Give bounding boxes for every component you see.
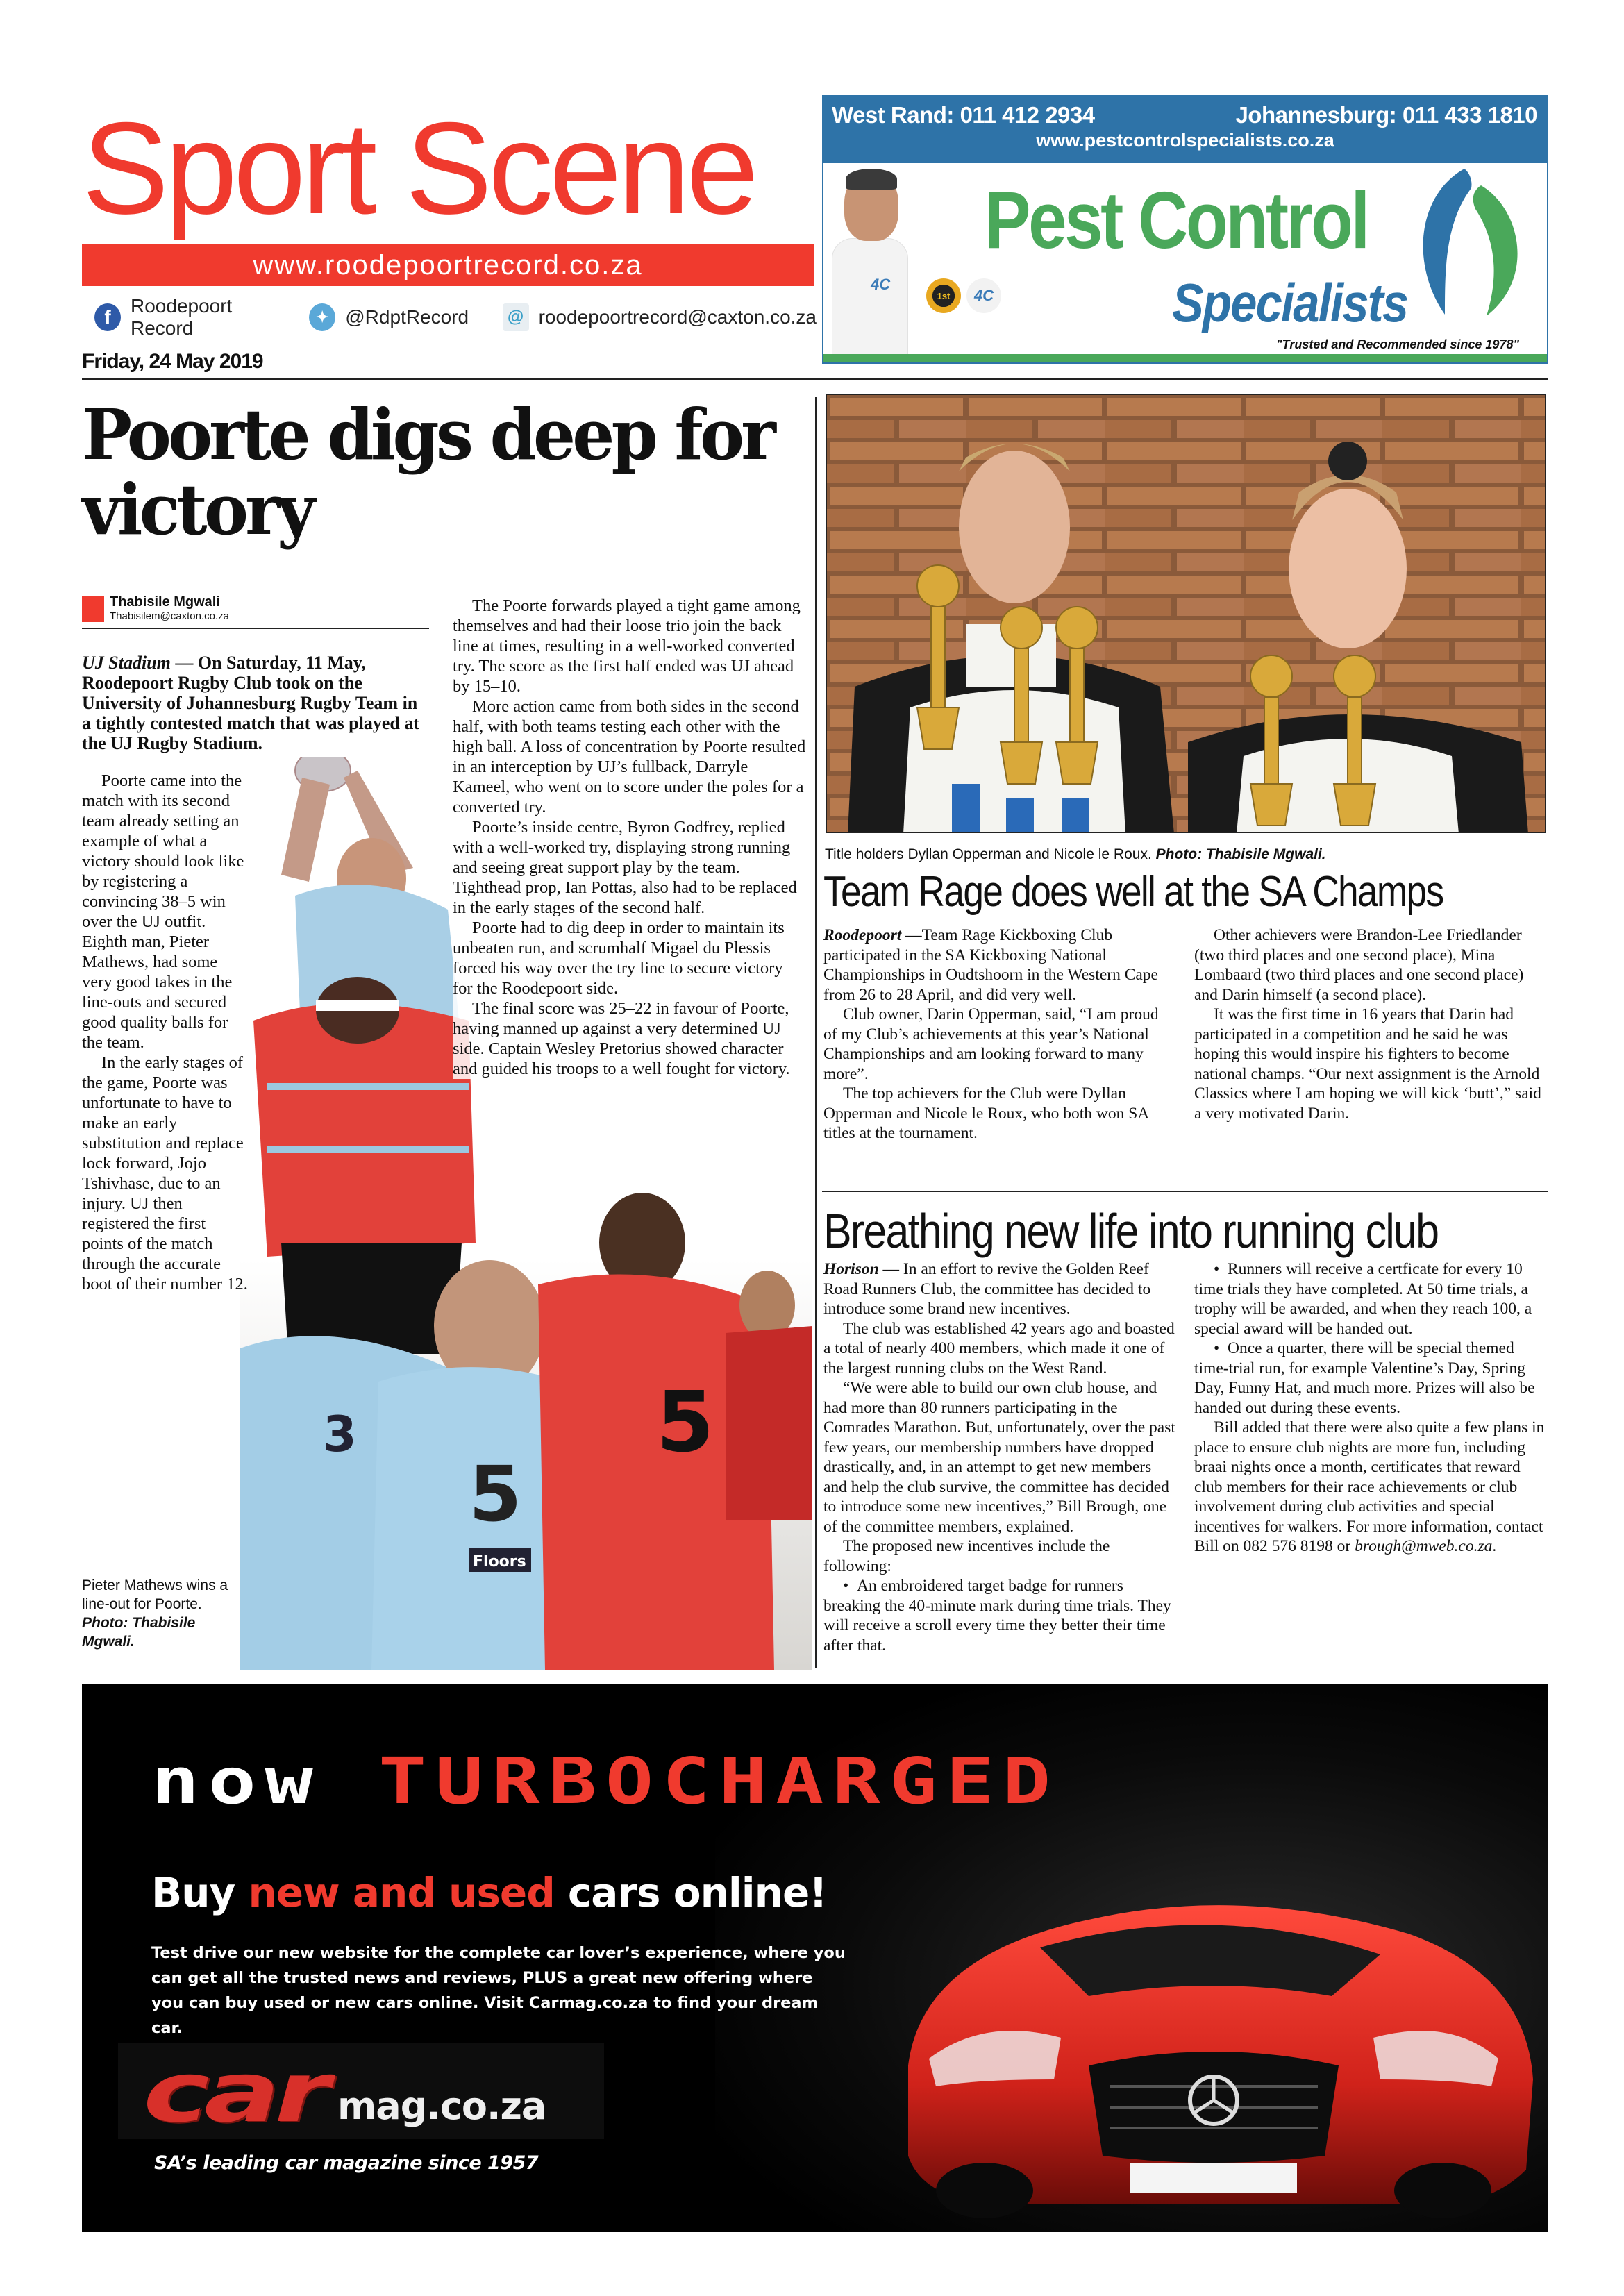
paragraph: In the early stages of the game, Poorte was unfortunate to have to make an early substitution and replace lock forward, Jojo Tshivhase, due to an injury. UJ then registered the first points of the match through the accurate boot of their number 12. [82,1053,248,1293]
facebook-link[interactable]: Roodepoort Record [131,295,233,339]
dateline: Horison [823,1260,879,1278]
paragraph: The top achievers for the Club were Dyllan Opperman and Nicole le Roux, who both won SA titles at the tournament. [823,1084,1148,1142]
photo-credit: Photo: Thabisile Mgwali. [82,1615,196,1650]
pest-ad-contact-bar [823,97,1547,163]
paragraph: Poorte had to dig deep in order to maintain its unbeaten run, and scrumhalf Migael du Plessis forced his way over the try line to secure victory for the Roodepoort side. [453,919,785,998]
email-link[interactable]: roodepoortrecord@caxton.co.za [538,306,817,328]
byline-divider [82,628,429,629]
paragraph: It was the first time in 16 years that Darin had participated in a competition and he said he was hoping this would inspire his fighters to become national champs. “Our next assignment is the Arnold Classics where I am hoping we will kick ‘butt’,” said a very motivated Darin. [1194,1005,1541,1123]
svg-text:Floors: Floors [473,1553,526,1570]
paragraph: Club owner, Darin Opperman, said, “I am proud of my Club’s achievements at this year’s National Championships and am looking forward to many more”. [823,1005,1159,1083]
red-sports-car-image [880,1857,1547,2218]
pest-footer-bar [823,354,1547,362]
section-title: Sport Scene [82,95,755,241]
pest-tagline: "Trusted and Recommended since 1978" [1276,337,1519,351]
kickboxing-title-holders-photo [826,394,1546,833]
dateline: UJ Stadium [82,653,171,673]
headline-running-club: Breathing new life into running club [823,1204,1439,1258]
spokesperson-photo: 4C [832,171,908,359]
photo-credit: Photo: Thabisile Mgwali. [1155,846,1326,862]
ad-headline: now TURBOCHARGED [151,1744,1060,1818]
rugby-column-1-body [82,771,249,1294]
column-divider [815,397,817,1668]
bullet-item: • Once a quarter, there will be special themed time-trial run, for example Valentine’s Day, Spring Day, Funny Hat, and much more. Prizes will also be handed out during these events. [1194,1339,1535,1417]
rugby-photo-caption: Pieter Mathews wins a line-out for Poorte. Photo: Thabisile Mgwali. [82,1577,228,1650]
kickboxing-column-1 [823,925,1174,1143]
phone-johannesburg[interactable]: Johannesburg: 011 433 1810 [1235,102,1537,128]
paragraph: The club was established 42 years ago and boasted a total of nearly 400 members, which made it one of the largest running clubs on the West Rand. [823,1319,1175,1377]
paragraph: Horison — In an effort to revive the Golden Reef Road Runners Club, the committee has decided to introduce some brand new incentives. [823,1260,1151,1318]
social-links [94,295,817,339]
pest-logo-icon [1403,167,1535,320]
pest-brand-subname: Specialists [1172,272,1408,333]
carmag-logo-car: car [143,2045,324,2141]
email-icon: @ [503,303,529,331]
lead-paragraph: UJ Stadium — On Saturday, 11 May, Roodepoort Rugby Club took on the University of Johannesburg Rugby Team in a tightly contested match that was played at the UJ Rugby Stadium. [82,653,420,753]
award-badge-icon: 1st [926,278,961,313]
paragraph: The Poorte forwards played a tight game among themselves and had their loose trio join the back line at times, resulting in a well-worked converted try. The score as the first half ended was UJ ahead by 15–10. [453,596,801,696]
running-column-2 [1194,1259,1548,1676]
carmag-logo-domain: mag.co.za [337,2084,546,2128]
svg-text:5: 5 [469,1450,522,1539]
paragraph: “We were able to build our own club house, and had more than 80 runners participating in the Comrades Marathon. But, unfortunately, over the past few years, our membership numbers have dropped drastically, and, in an attempt to get new members and help the club survive, the committee has decided to introduce some new incentives,” Bill Brough, one of the committee members, explained. [823,1379,1175,1536]
carmag-logo[interactable] [118,2043,604,2139]
phone-west-rand[interactable]: West Rand: 011 412 2934 [832,102,1095,128]
paragraph: Poorte’s inside centre, Byron Godfrey, replied with a well-worked try, displaying strong running and seeing great support play by the team. Tighthead prop, Ian Pottas, also had to be replaced in the early stages of the second half. [453,818,797,917]
author-name: Thabisile Mgwali [110,594,220,610]
svg-text:5: 5 [656,1375,714,1471]
headline-rugby: Poorte digs deep for victory [82,394,773,551]
ad-subheadline: Buy new and used cars online! [151,1869,827,1916]
rugby-column-1 [82,653,429,753]
bullet-item: • An embroidered target badge for runners breaking the 40-minute mark during time trials. They will receive a scroll every time they better their time after that. [823,1577,1171,1654]
paragraph: The final score was 25–22 in favour of Poorte, having manned up against a very determined UJ side. Captain Wesley Pretorius showed character and guided his troops to a well fought for victory. [453,999,790,1078]
website-link[interactable] [82,244,814,286]
paragraph: Poorte came into the match with its second team already setting an example of what a victory should look like by registering a convincing 38–5 win over the UJ outfit. Eighth man, Pieter Mathews, had some very good takes in the line-outs and secured good quality balls for the team. [82,771,244,1052]
kickboxing-photo-caption: Title holders Dyllan Opperman and Nicole le Roux. Photo: Thabisile Mgwali. [825,846,1326,862]
paragraph: Bill added that there were also quite a few plans in place to ensure club nights are more fun, including braai nights once a month, certificates that reward club members for their race achievements or club involvement during club activities and special incentives for walkers. For more information, contact Bill on 082 576 8198 or brough@mweb.co.za. [1194,1418,1545,1555]
paragraph: The proposed new incentives include the following: [823,1537,1110,1575]
running-column-1 [823,1259,1178,1655]
author-email[interactable]: Thabisilem@caxton.co.za [110,610,229,622]
twitter-icon: ✦ [309,303,335,331]
kickboxing-column-2 [1194,925,1545,1123]
byline-marker-icon [82,596,104,622]
rugby-column-2 [453,596,807,1079]
issue-date: Friday, 24 May 2019 [82,350,263,373]
carmag-tagline: SA’s leading car magazine since 1957 [154,2152,539,2174]
pest-website[interactable]: www.pestcontrolspecialists.co.za [1036,130,1334,151]
paragraph: More action came from both sides in the second half, with both teams testing each other with the high ball. A loss of concentration by Poorte resulted in an interception by UJ’s fullback, Darryle Kameel, who went on to score under the poles for a converted try. [453,697,806,816]
facebook-icon: f [94,303,121,331]
website-url: www.roodepoortrecord.co.za [253,250,643,280]
bullet-item: • Runners will receive a certficate for every 10 time trials they have completed. At 50 time trials, a trophy will be awarded, and when they reach 100, a special award will be handed out. [1194,1260,1532,1338]
headline-kickboxing: Team Rage does well at the SA Champs [823,868,1443,916]
ad-body-text: Test drive our new website for the complete car lover’s experience, where you can get all the trusted news and reviews, PLUS a great new offering where you can buy used or new cars online. Visit Carmag.co.za to find your dream car. [151,1944,846,2037]
contact-email-link[interactable]: brough@mweb.co.za [1355,1537,1493,1555]
header-divider [82,378,1548,380]
article-divider [822,1191,1548,1192]
pest-control-advert[interactable] [822,95,1548,364]
dateline: Roodepoort [823,926,902,944]
4c-logo-icon: 4C [966,278,1001,313]
pest-brand-name: Pest Control [985,175,1368,265]
carmag-advert[interactable] [82,1684,1548,2232]
svg-text:3: 3 [323,1406,357,1463]
twitter-link[interactable]: @RdptRecord [345,306,469,328]
paragraph: Roodepoort —Team Rage Kickboxing Club participated in the SA Kickboxing National Championships in Oudtshoorn in the Western Cape from 26 to 28 April, and did very well. [823,926,1158,1004]
paragraph: Other achievers were Brandon-Lee Friedlander (two third places and one second place), Mina Lombaard (two third places and one second place) and Darin himself (a second place). [1194,926,1524,1004]
